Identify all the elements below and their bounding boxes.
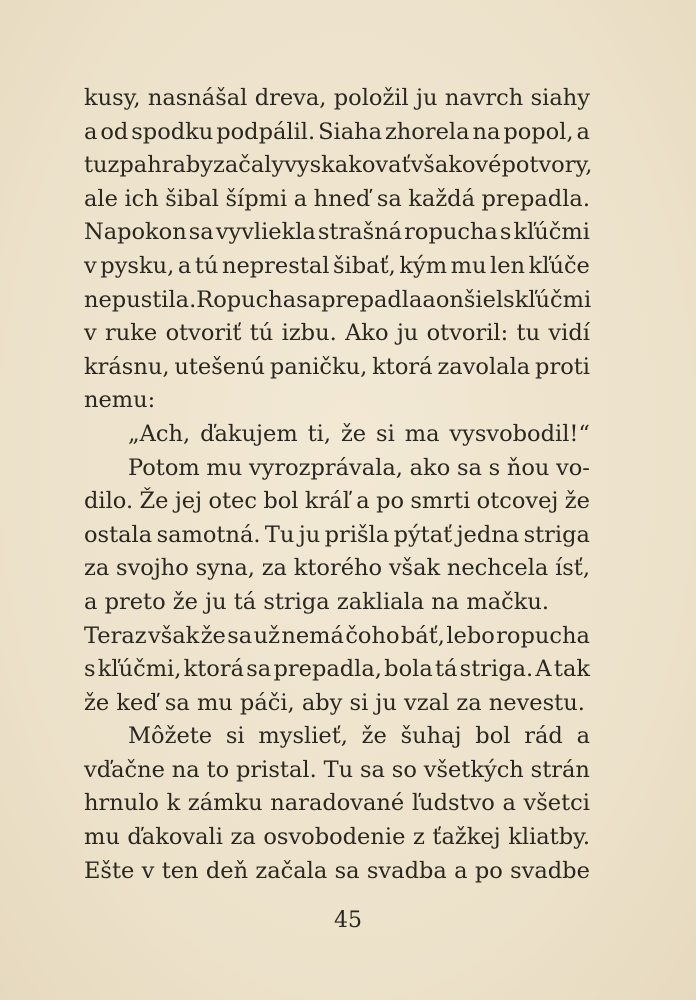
text-line: Napokon sa vyvliekla strašná ropucha s kľúčmi: [84, 219, 590, 246]
text-line: kusy, nasnášal dreva, položil ju navrch siahy: [84, 85, 590, 111]
text-line: s kľúčmi, ktorá sa prepadla, bola tá striga. A tak: [84, 656, 590, 683]
text-line: mu ďakovali za osvobodenie z ťažkej kliatby.: [84, 824, 590, 851]
page-number: 45: [334, 908, 362, 933]
text-line: v pysku, a tú neprestal šibať, kým mu len kľúče: [84, 252, 590, 279]
text-line: ale ich šibal šípmi a hneď sa každá prepadla.: [84, 185, 590, 212]
text-line: Môžete si myslieť, že šuhaj bol rád a: [128, 723, 590, 750]
text-line: a preto že ju tá striga zakliala na mačku.: [84, 588, 549, 615]
text-line: „Ach, ďakujem ti, že si ma vysvobodil!“: [128, 420, 590, 447]
text-line: v ruke otvoriť tú izbu. Ako ju otvoril: tu vidí: [84, 320, 590, 347]
text-line: ostala samotná. Tu ju prišla pýtať jedna striga: [84, 521, 590, 548]
text-line: Ešte v ten deň začala sa svadba a po svadbe: [84, 857, 590, 884]
text-line: Potom mu vyrozprávala, ako sa s ňou vo-: [128, 454, 590, 481]
text-line: nepustila. Ropucha sa prepadla a on šiel s kľúčmi: [84, 286, 592, 313]
text-line: a od spodku podpálil. Siaha zhorela na popol, a: [84, 118, 590, 145]
text-line: vďačne na to pristal. Tu sa so všetkých strán: [84, 756, 590, 783]
text-line: dilo. Že jej otec bol kráľ a po smrti otcovej že: [84, 488, 590, 515]
text-line: krásnu, utešenú paničku, ktorá zavolala proti: [84, 353, 590, 380]
text-line: tu zpahraby začaly vyskakovať všakové potvory,: [84, 152, 593, 179]
text-line: hrnulo k zámku naradované ľudstvo a všetci: [84, 790, 590, 817]
text-line: nemu:: [84, 387, 156, 414]
body-text: [84, 82, 593, 888]
text-line: že keď sa mu páči, aby si ju vzal za nevestu.: [84, 689, 585, 716]
text-line: Teraz však že sa už nemá čoho báť, lebo ropucha: [84, 622, 590, 649]
text-line: za svojho syna, za ktorého však nechcela ísť,: [84, 555, 590, 582]
